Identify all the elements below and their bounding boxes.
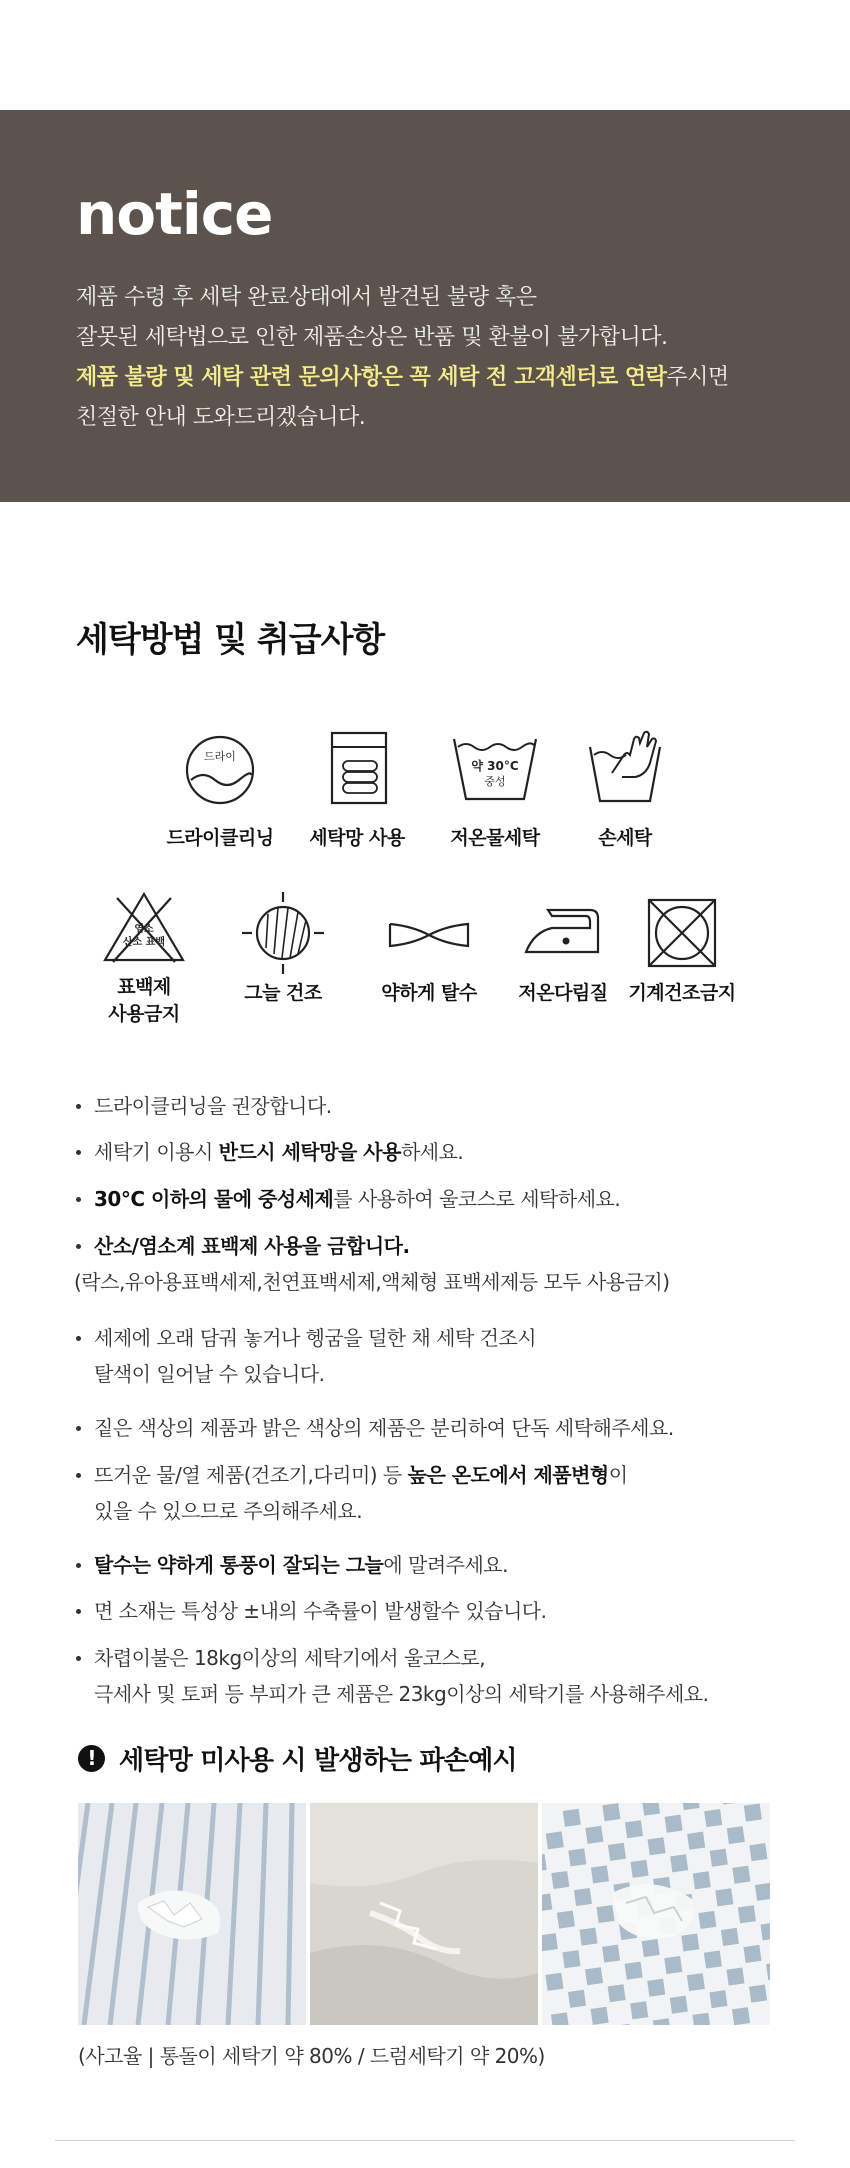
checker-square bbox=[749, 1985, 767, 2003]
checker-square bbox=[726, 1968, 744, 1986]
checker-square bbox=[709, 1990, 727, 2008]
instruction-text: 에 말려주세요. bbox=[383, 1553, 508, 1577]
checker-square bbox=[670, 1996, 688, 2014]
damage-photo-plain bbox=[310, 1803, 538, 2025]
checker-square bbox=[665, 1815, 683, 1833]
instruction-emphasis: 반드시 세탁망을 사용 bbox=[218, 1140, 401, 1164]
checker-square bbox=[738, 1905, 756, 1923]
care-item-laundry-net bbox=[287, 725, 427, 852]
laundry-net-icon bbox=[312, 725, 402, 815]
icon-label: 표백제 bbox=[117, 976, 171, 998]
checker-square bbox=[551, 2012, 569, 2025]
instruction-text: 세탁기 이용시 bbox=[94, 1140, 219, 1164]
instruction-text: 차렵이불은 18kg이상의 세탁기에서 울코스로, bbox=[94, 1646, 486, 1670]
checker-square bbox=[568, 1848, 586, 1866]
care-item-no-tumble-dry bbox=[612, 888, 752, 1007]
list-item bbox=[74, 1640, 708, 1712]
instruction-text: 이 bbox=[608, 1463, 628, 1487]
divider bbox=[55, 2140, 795, 2141]
checker-square bbox=[625, 1962, 643, 1980]
instruction-subtext: (락스,유아용표백세제,천연표백세제,액체형 표백세제등 모두 사용금지) bbox=[74, 1270, 670, 1294]
checker-square bbox=[630, 2001, 648, 2019]
icon-label: 세탁망 사용 bbox=[309, 827, 405, 849]
checker-square bbox=[585, 1967, 603, 1985]
instruction-text: 짙은 색상의 제품과 밝은 색상의 제품은 분리하여 단독 세탁해주세요. bbox=[94, 1416, 674, 1440]
damage-title-text: 세탁망 미사용 시 발생하는 파손예시 bbox=[119, 1746, 517, 1776]
checker-square bbox=[715, 1888, 733, 1906]
checker-square bbox=[647, 1979, 665, 1997]
instruction-text: 세제에 오래 담궈 놓거나 헹굼을 덜한 채 세탁 건조시 bbox=[94, 1326, 537, 1350]
checker-square bbox=[692, 2013, 710, 2025]
notice-line-rest: 주시면 bbox=[666, 365, 729, 390]
checker-square bbox=[743, 1945, 761, 1963]
list-item bbox=[74, 1547, 508, 1583]
care-item-no-bleach bbox=[74, 888, 214, 1028]
no-tumble-dry-icon bbox=[637, 888, 727, 978]
checker-square bbox=[545, 1973, 563, 1991]
instruction-emphasis: 탈수는 약하게 통풍이 잘되는 그늘 bbox=[94, 1553, 384, 1577]
instruction-text: 드라이클리닝을 권장합니다. bbox=[94, 1094, 332, 1118]
checker-square bbox=[687, 1832, 705, 1850]
instruction-text: 극세사 및 토퍼 등 부피가 큰 제품은 23kg이상의 세탁기를 사용해주세요. bbox=[94, 1682, 709, 1706]
checker-square bbox=[642, 1939, 660, 1957]
checker-square bbox=[551, 1871, 569, 1889]
icon-label: 드라이클리닝 bbox=[166, 827, 274, 849]
checker-square bbox=[574, 1888, 592, 1906]
notice-line: 잘못된 세탁법으로 인한 제품손상은 반품 및 환불이 불가합니다. bbox=[76, 325, 668, 350]
instruction-text: 뜨거운 물/열 제품(건조기,다리미) 등 bbox=[94, 1463, 408, 1487]
icon-label: 사용금지 bbox=[108, 1003, 180, 1025]
checker-square bbox=[602, 1945, 620, 1963]
notice-line: 제품 수령 후 세탁 완료상태에서 발견된 불량 혹은 bbox=[76, 285, 537, 310]
instruction-emphasis: 30°C 이하의 물에 중성세제 bbox=[94, 1187, 334, 1211]
dry-clean-icon-text: 드라이 bbox=[204, 750, 236, 763]
checker-square bbox=[542, 1933, 558, 1951]
list-item bbox=[74, 1457, 628, 1529]
damage-title bbox=[78, 1740, 517, 1777]
notice-body bbox=[76, 278, 796, 438]
notice-line: 친절한 안내 도와드리겠습니다. bbox=[76, 405, 366, 430]
list-item bbox=[74, 1228, 670, 1300]
gentle-spin-icon bbox=[384, 888, 474, 978]
care-title: 세탁방법 및 취급사항 bbox=[76, 620, 385, 660]
checker-square bbox=[642, 1803, 660, 1816]
checker-square bbox=[755, 1883, 770, 1901]
checker-square bbox=[693, 1871, 711, 1889]
icon-label: 저온다림질 bbox=[518, 982, 608, 1004]
no-bleach-icon bbox=[99, 888, 189, 968]
list-item bbox=[74, 1320, 536, 1392]
checker-square bbox=[664, 1956, 682, 1974]
checker-square bbox=[687, 1973, 705, 1991]
checker-square bbox=[608, 1984, 626, 2002]
checker-square bbox=[732, 2007, 750, 2025]
checker-square bbox=[631, 1860, 649, 1878]
bleach-chlorine-text: 염소 bbox=[134, 924, 154, 935]
checker-square bbox=[591, 1865, 609, 1883]
checker-square bbox=[546, 1831, 564, 1849]
notice-title: notice bbox=[76, 180, 273, 248]
checker-square bbox=[591, 2007, 609, 2025]
icon-label: 저온물세탁 bbox=[450, 827, 540, 849]
list-item bbox=[74, 1088, 332, 1124]
bleach-oxygen-text: 산소 표백 bbox=[122, 937, 166, 948]
wash-detergent-text: 중성 bbox=[484, 775, 506, 788]
instruction-emphasis: 산소/염소계 표백제 사용을 금합니다. bbox=[94, 1234, 410, 1258]
instruction-text: 탈색이 일어날 수 있습니다. bbox=[94, 1362, 325, 1386]
list-item bbox=[74, 1410, 674, 1446]
care-item-shade-dry bbox=[213, 888, 353, 1007]
notice-line bbox=[76, 358, 796, 398]
wash-temp-text: 약 30°C bbox=[471, 759, 519, 773]
checker-square bbox=[625, 1820, 643, 1838]
icon-label: 기계건조금지 bbox=[628, 982, 736, 1004]
notice-banner bbox=[0, 110, 850, 502]
checker-square bbox=[704, 1950, 722, 1968]
care-item-dry-clean bbox=[150, 725, 290, 852]
care-item-gentle-spin bbox=[354, 888, 504, 1007]
checker-square bbox=[704, 1809, 722, 1827]
dry-clean-icon bbox=[175, 725, 265, 815]
checker-square bbox=[563, 1809, 581, 1827]
checker-square bbox=[710, 1849, 728, 1867]
checker-square bbox=[732, 1866, 750, 1884]
checker-square bbox=[681, 1933, 699, 1951]
checker-square bbox=[698, 1911, 716, 1929]
checker-square bbox=[608, 1843, 626, 1861]
checker-square bbox=[602, 1803, 620, 1821]
hand-wash-icon bbox=[580, 725, 670, 815]
instruction-text: 하세요. bbox=[400, 1140, 464, 1164]
checker-square bbox=[727, 1826, 745, 1844]
list-item bbox=[74, 1134, 463, 1170]
checker-square bbox=[670, 1854, 688, 1872]
icon-label: 그늘 건조 bbox=[244, 982, 322, 1004]
instruction-text: 를 사용하여 울코스로 세탁하세요. bbox=[333, 1187, 621, 1211]
checker-square bbox=[585, 1826, 603, 1844]
checker-square bbox=[721, 1928, 739, 1946]
checker-square bbox=[562, 1950, 580, 1968]
damage-caption: (사고율 | 통돌이 세탁기 약 80% / 드럼세탁기 약 20%) bbox=[78, 2044, 545, 2068]
checker-square bbox=[749, 1843, 767, 1861]
icon-label: 약하게 탈수 bbox=[381, 982, 477, 1004]
shade-dry-icon bbox=[238, 888, 328, 978]
checker-square bbox=[744, 1804, 762, 1822]
exclamation-icon: ! bbox=[78, 1745, 105, 1772]
icon-label: 손세탁 bbox=[598, 827, 652, 849]
damage-photo-striped bbox=[78, 1803, 306, 2025]
notice-highlight: 제품 불량 및 세탁 관련 문의사항은 꼭 세탁 전 고객센터로 연락 bbox=[76, 365, 667, 390]
cold-water-wash-icon bbox=[450, 725, 540, 815]
checker-square bbox=[596, 1905, 614, 1923]
care-item-cold-wash bbox=[425, 725, 565, 852]
damage-photo-checkered bbox=[542, 1803, 770, 2025]
instruction-text: 면 소재는 특성상 ±내의 수축률이 발생할수 있습니다. bbox=[94, 1599, 547, 1623]
checker-square bbox=[557, 1911, 575, 1929]
care-item-hand-wash bbox=[555, 725, 695, 852]
instruction-emphasis: 높은 온도에서 제품변형 bbox=[407, 1463, 609, 1487]
instruction-text: 있을 수 있으므로 주의해주세요. bbox=[94, 1499, 363, 1523]
list-item bbox=[74, 1181, 620, 1217]
low-iron-icon bbox=[518, 888, 608, 978]
checker-square bbox=[648, 1837, 666, 1855]
checker-square bbox=[579, 1928, 597, 1946]
list-item bbox=[74, 1593, 546, 1629]
checker-square bbox=[568, 1990, 586, 2008]
